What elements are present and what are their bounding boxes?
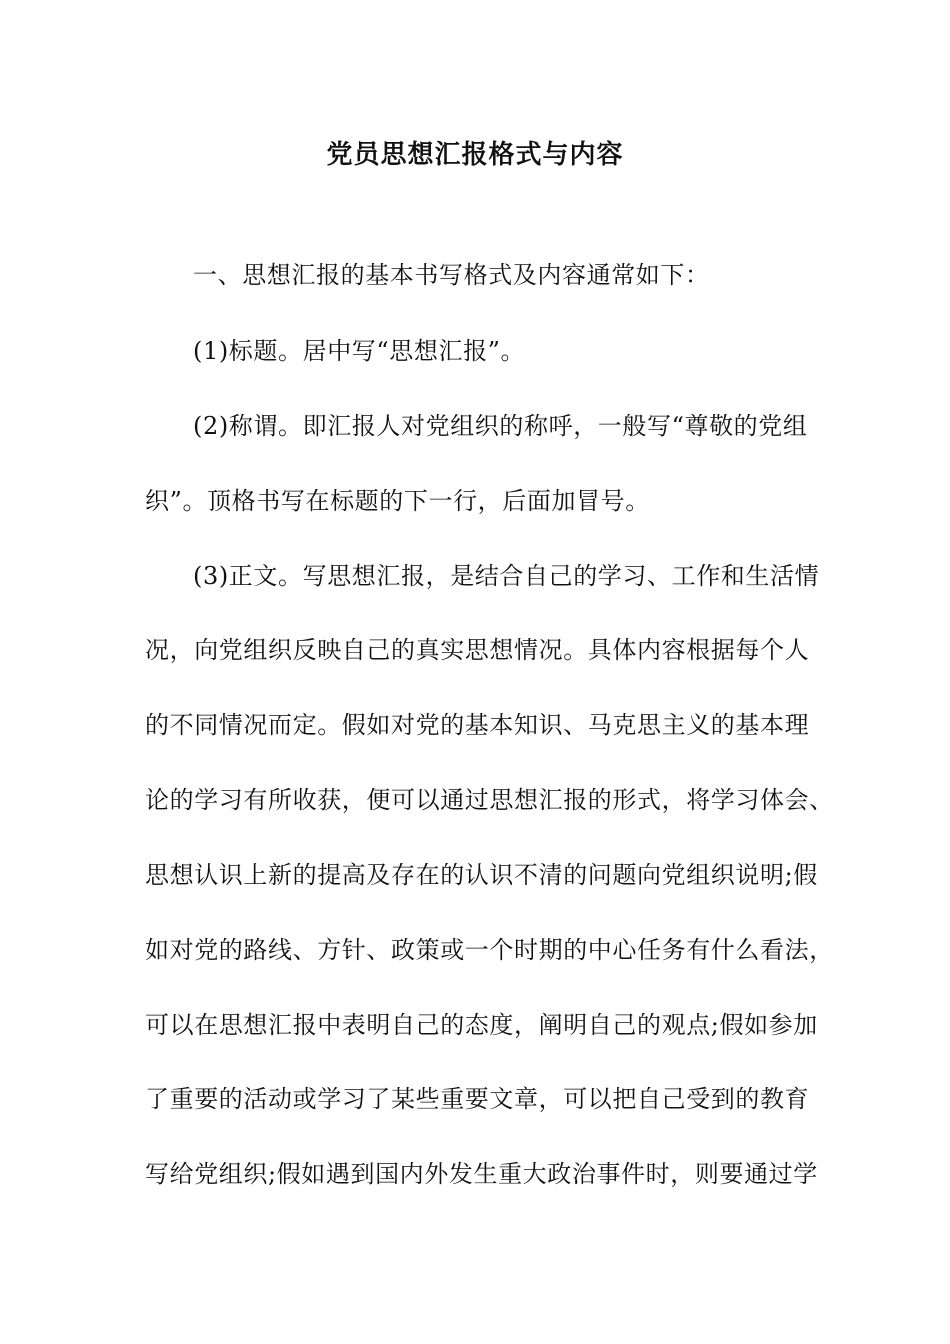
text-line: 可以在思想汇报中表明自己的态度，阐明自己的观点;假如参加 [145,1011,818,1039]
text-line: (3)正文。写思想汇报，是结合自己的学习、工作和生活情 [193,562,820,590]
text-line: (1)标题。居中写“思想汇报”。 [193,337,526,365]
text-line: 思想认识上新的提高及存在的认识不清的问题向党组织说明;假 [145,861,818,889]
text-line: 织”。顶格书写在标题的下一行，后面加冒号。 [145,487,650,515]
text-line: 写给党组织;假如遇到国内外发生重大政治事件时，则要通过学 [145,1160,818,1188]
text-line: 了重要的活动或学习了某些重要文章，可以把自己受到的教育 [145,1085,810,1113]
text-line: 如对党的路线、方针、政策或一个时期的中心任务有什么看法， [145,936,834,964]
text-line: 一、思想汇报的基本书写格式及内容通常如下： [193,261,710,289]
text-line: 的不同情况而定。假如对党的基本知识、马克思主义的基本理 [145,711,810,739]
text-line: 论的学习有所收获，便可以通过思想汇报的形式，将学习体会、 [145,786,834,814]
document-title: 党员思想汇报格式与内容 [326,140,624,170]
text-line: 况，向党组织反映自己的真实思想情况。具体内容根据每个人 [145,636,810,664]
text-line: (2)称谓。即汇报人对党组织的称呼，一般写“尊敬的党组 [193,412,808,440]
